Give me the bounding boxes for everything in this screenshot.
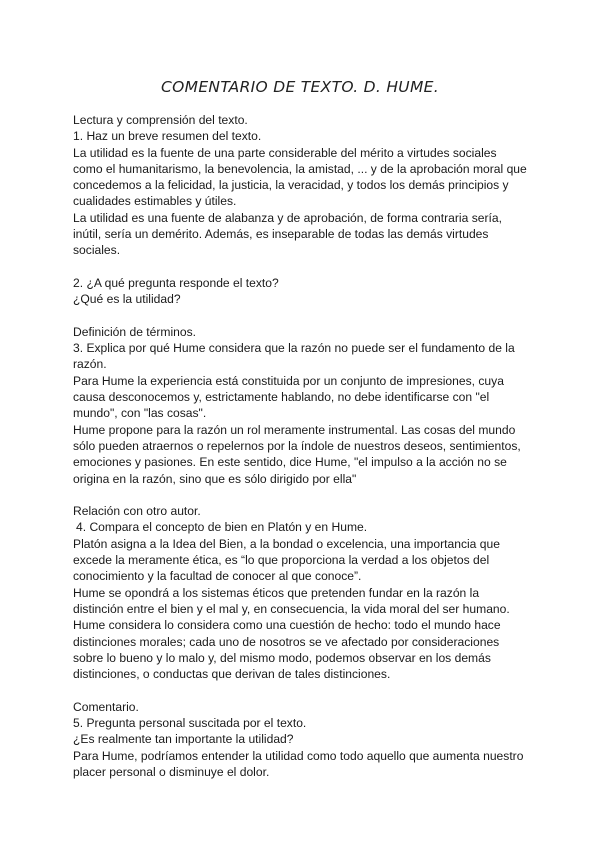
question-4: 4. Compara el concepto de bien en Platón y en Hume. (76, 520, 368, 535)
answer-3-paragraph-2: Hume propone para la razón un rol meramente instrumental. Las cosas del mundo sólo pueden atraernos o repelernos por la índole de nuestros deseos, sentimientos, emociones y pasiones. En este sentido, dice Hume, "el impulso a la acción no se origina en la razón, sino que es sólo dirigido por ella" (73, 422, 521, 486)
answer-4-paragraph-2: Hume se opondrá a los sistemas éticos que pretenden fundar en la razón la distinción entre el bien y el mal y, en consecuencia, la vida moral del ser humano. (73, 585, 510, 616)
answer-4-paragraph-3: Hume considera lo considera como una cuestión de hecho: todo el mundo hace distinciones morales; cada uno de nosotros se ve afectado por consideraciones sobre lo bueno y lo malo y, del mismo modo, podemos observar en los demás distinciones, o conductas que derivan de tales distinciones. (73, 618, 501, 682)
question-2: 2. ¿A qué pregunta responde el texto? (73, 275, 279, 290)
question-1: 1. Haz un breve resumen del texto. (73, 129, 262, 144)
answer-4-paragraph-1: Platón asigna a la Idea del Bien, a la bondad o excelencia, una importancia que excede la meramente ética, es “lo que proporciona la verdad a los objetos del conocimiento y la facultad de conocer al que conoce”. (73, 536, 500, 584)
answer-2: ¿Qué es la utilidad? (73, 292, 181, 307)
document-body (73, 112, 529, 780)
question-5-subquestion: ¿Es realmente tan importante la utilidad? (73, 732, 294, 747)
section-heading-lectura: Lectura y comprensión del texto. (73, 113, 248, 127)
answer-3-paragraph-1: Para Hume la experiencia está constituida por un conjunto de impresiones, cuya causa desconocemos y, estrictamente hablando, no debe identificarse con "el mundo", con "las cosas". (73, 373, 504, 421)
section-heading-relacion: Relación con otro autor. (73, 504, 201, 519)
answer-5-paragraph-1: Para Hume, podríamos entender la utilidad como todo aquello que aumenta nuestro placer personal o disminuye el dolor. (73, 748, 524, 779)
section-heading-definicion: Definición de términos. (73, 324, 197, 339)
section-heading-comentario: Comentario. (73, 699, 139, 714)
answer-1-paragraph-1: La utilidad es la fuente de una parte considerable del mérito a virtudes sociales como el humanitarismo, la benevolencia, la amistad, ... y de la aprobación moral que concedemos a la felicidad, la justicia, la veracidad, y todos los demás principios y cualidades estimables y útiles. (73, 145, 527, 209)
question-3: 3. Explica por qué Hume considera que la razón no puede ser el fundamento de la razón. (73, 341, 515, 372)
answer-1-paragraph-2: La utilidad es una fuente de alabanza y de aprobación, de forma contraria sería, inútil, sería un demérito. Además, es inseparable de todas las demás virtudes sociales. (73, 210, 502, 258)
document-title: COMENTARIO DE TEXTO. D. HUME. (161, 78, 439, 96)
question-5: 5. Pregunta personal suscitada por el texto. (73, 715, 307, 730)
